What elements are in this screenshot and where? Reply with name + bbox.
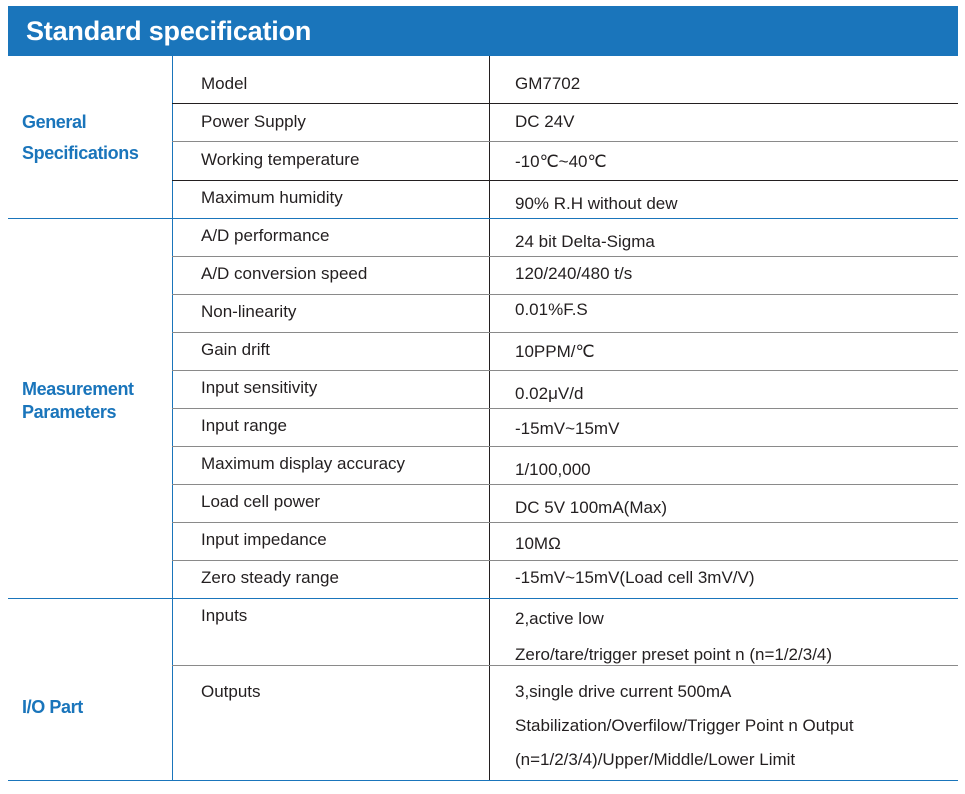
spec-value: 1/100,000	[515, 460, 591, 479]
spec-param: Power Supply	[201, 112, 306, 131]
row-separator	[172, 180, 958, 181]
spec-value-line: (n=1/2/3/4)/Upper/Middle/Lower Limit	[515, 750, 796, 769]
spec-param: Zero steady range	[201, 568, 339, 587]
spec-value: 24 bit Delta-Sigma	[515, 232, 655, 251]
group-label-general	[8, 107, 172, 169]
value-column-divider	[489, 56, 490, 780]
spec-value-line: Zero/tare/trigger preset point n (n=1/2/3/4)	[515, 645, 833, 664]
spec-value: GM7702	[515, 74, 581, 93]
section-title: Standard specification	[26, 15, 312, 46]
row-separator	[172, 484, 958, 485]
spec-param-inputs: Inputs	[201, 606, 248, 625]
spec-param: Maximum humidity	[201, 188, 343, 207]
section-header	[8, 6, 958, 56]
spec-value: 10PPM/℃	[515, 342, 595, 361]
group-label-line: Specifications	[22, 143, 139, 163]
spec-param: Working temperature	[201, 150, 360, 169]
row-separator	[172, 294, 958, 295]
spec-param: Maximum display accuracy	[201, 454, 406, 473]
spec-value: 90% R.H without dew	[515, 194, 678, 213]
spec-param: Gain drift	[201, 340, 270, 359]
spec-table	[0, 56, 965, 794]
group-label-line: General	[22, 112, 87, 132]
group-separator	[8, 218, 958, 219]
group-label-measurement	[8, 378, 172, 424]
row-separator	[172, 446, 958, 447]
spec-value: 0.02μV/d	[515, 384, 584, 403]
row-separator	[172, 665, 958, 666]
group-separator	[8, 598, 958, 599]
spec-param: A/D performance	[201, 226, 330, 245]
row-separator	[172, 560, 958, 561]
row-separator	[172, 332, 958, 333]
spec-value: -15mV~15mV	[515, 419, 620, 438]
spec-param: Input range	[201, 416, 288, 435]
row-separator	[172, 103, 958, 104]
spec-param: Load cell power	[201, 492, 321, 511]
group-separator	[8, 780, 958, 781]
spec-param: Non-linearity	[201, 302, 297, 321]
group-label-line: Parameters	[22, 402, 117, 422]
spec-value: -15mV~15mV(Load cell 3mV/V)	[515, 568, 755, 587]
spec-value-line: 3,single drive current 500mA	[515, 682, 732, 701]
spec-param: Input impedance	[201, 530, 327, 549]
group-label-line: Measurement	[22, 379, 134, 399]
spec-value: 0.01%F.S	[515, 300, 588, 319]
spec-value: DC 5V 100mA(Max)	[515, 498, 668, 517]
spec-value-line: 2,active low	[515, 609, 604, 628]
row-separator	[172, 522, 958, 523]
spec-value: 120/240/480 t/s	[515, 264, 633, 283]
group-label-io	[8, 692, 172, 723]
spec-param: A/D conversion speed	[201, 264, 368, 283]
row-separator	[172, 256, 958, 257]
row-separator	[172, 370, 958, 371]
group-column-divider	[172, 56, 173, 780]
spec-param: Input sensitivity	[201, 378, 318, 397]
group-label-line: I/O Part	[22, 697, 83, 717]
spec-value: DC 24V	[515, 112, 575, 131]
spec-value: -10℃~40℃	[515, 152, 607, 171]
spec-param: Model	[201, 74, 248, 93]
spec-value-line: Stabilization/Overfilow/Trigger Point n Output	[515, 716, 854, 735]
spec-value: 10MΩ	[515, 534, 561, 553]
spec-param-outputs: Outputs	[201, 682, 261, 701]
row-separator	[172, 141, 958, 142]
row-separator	[172, 408, 958, 409]
